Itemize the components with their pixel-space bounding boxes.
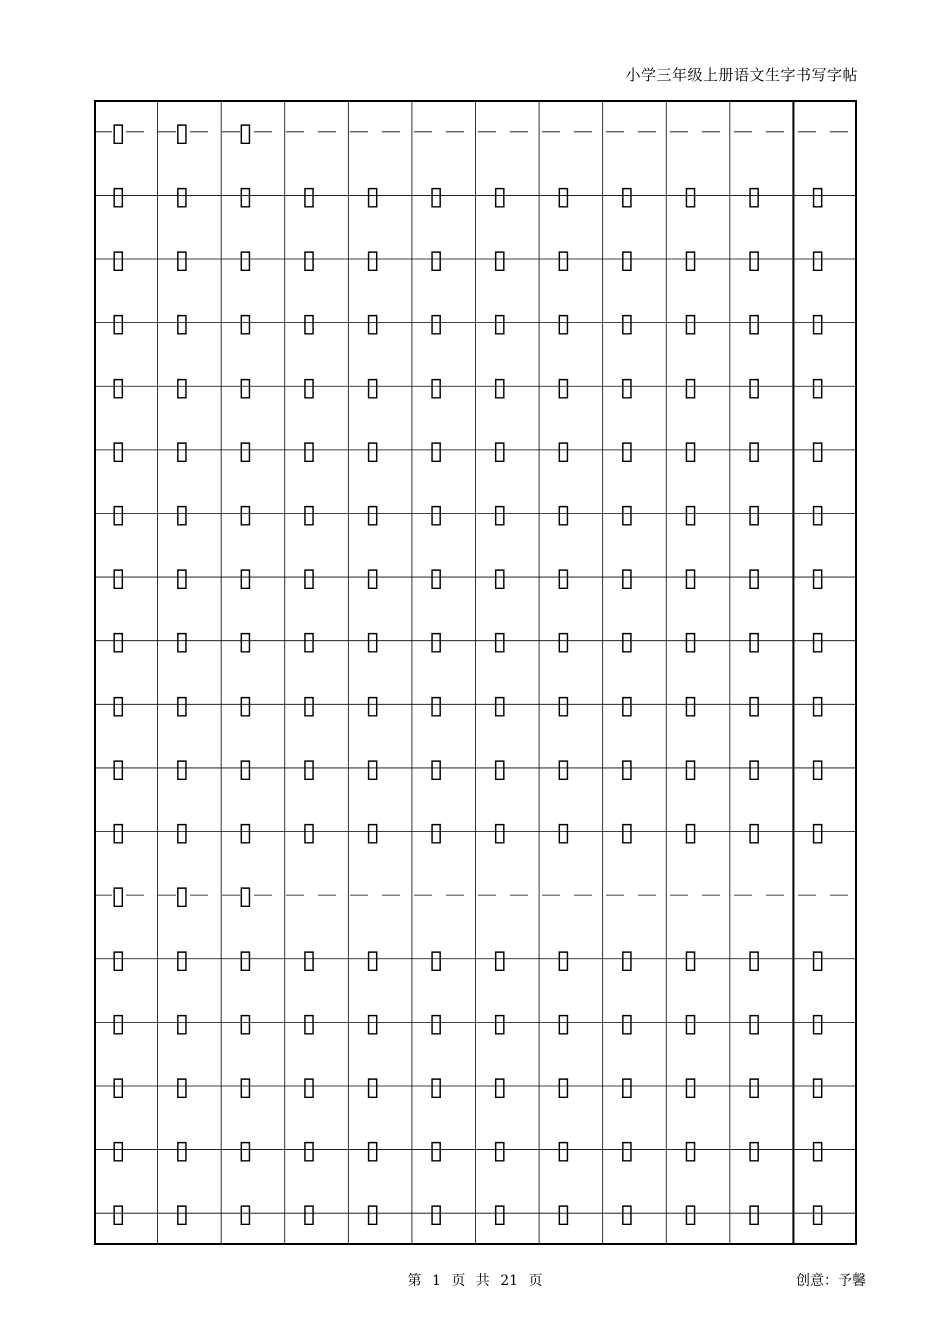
character-placeholder: ▯ (746, 435, 762, 466)
character-placeholder: ▯ (746, 372, 762, 403)
character-placeholder: ▯ (810, 626, 825, 657)
character-placeholder: ▯ (238, 117, 253, 148)
character-placeholder: ▯ (492, 1071, 507, 1102)
character-placeholder: ▯ (238, 245, 253, 276)
character-placeholder: ▯ (428, 1071, 444, 1102)
character-placeholder: ▯ (174, 117, 189, 148)
character-placeholder: ▯ (492, 1008, 507, 1039)
character-placeholder: ▯ (492, 372, 507, 403)
character-placeholder: ▯ (492, 753, 507, 784)
character-placeholder: ▯ (683, 308, 698, 339)
character-placeholder: ▯ (174, 753, 189, 784)
character-placeholder: ▯ (174, 308, 189, 339)
character-placeholder: ▯ (810, 690, 825, 721)
character-placeholder: ▯ (619, 563, 634, 594)
character-placeholder: ▯ (365, 753, 380, 784)
character-placeholder: ▯ (365, 308, 380, 339)
character-placeholder: ▯ (111, 563, 126, 594)
character-placeholder: ▯ (111, 435, 126, 466)
character-placeholder: ▯ (111, 881, 126, 912)
character-placeholder: ▯ (365, 626, 380, 657)
total-pages: 21 (500, 1273, 519, 1289)
character-placeholder: ▯ (111, 1135, 126, 1166)
character-placeholder: ▯ (492, 245, 507, 276)
character-placeholder: ▯ (556, 499, 571, 530)
character-placeholder: ▯ (111, 499, 126, 530)
character-placeholder: ▯ (365, 817, 380, 848)
character-placeholder: ▯ (365, 372, 380, 403)
character-placeholder: ▯ (238, 181, 253, 212)
character-placeholder: ▯ (492, 1135, 507, 1166)
character-placeholder: ▯ (556, 1199, 571, 1230)
character-placeholder: ▯ (111, 245, 126, 276)
character-placeholder: ▯ (556, 944, 571, 975)
character-placeholder: ▯ (365, 245, 380, 276)
character-placeholder: ▯ (556, 753, 571, 784)
character-placeholder: ▯ (556, 435, 571, 466)
character-placeholder: ▯ (428, 435, 444, 466)
character-placeholder: ▯ (810, 1199, 825, 1230)
character-placeholder: ▯ (810, 1135, 825, 1166)
character-placeholder: ▯ (238, 817, 253, 848)
character-placeholder: ▯ (365, 1135, 380, 1166)
character-placeholder: ▯ (492, 181, 507, 212)
character-placeholder: ▯ (556, 181, 571, 212)
character-placeholder: ▯ (301, 1071, 317, 1102)
character-placeholder: ▯ (174, 881, 189, 912)
character-placeholder: ▯ (111, 1199, 126, 1230)
character-placeholder: ▯ (301, 753, 317, 784)
character-placeholder: ▯ (365, 499, 380, 530)
character-placeholder: ▯ (111, 181, 126, 212)
character-placeholder: ▯ (238, 499, 253, 530)
character-placeholder: ▯ (683, 1199, 698, 1230)
writing-grid-svg (94, 100, 857, 1245)
character-placeholder: ▯ (810, 944, 825, 975)
character-placeholder: ▯ (365, 181, 380, 212)
character-placeholder: ▯ (810, 1071, 825, 1102)
character-placeholder: ▯ (238, 308, 253, 339)
character-placeholder: ▯ (619, 499, 634, 530)
character-placeholder: ▯ (810, 563, 825, 594)
character-placeholder: ▯ (810, 372, 825, 403)
character-placeholder: ▯ (746, 690, 762, 721)
character-placeholder: ▯ (111, 308, 126, 339)
character-placeholder: ▯ (238, 372, 253, 403)
character-placeholder: ▯ (174, 817, 189, 848)
character-placeholder: ▯ (238, 1008, 253, 1039)
character-placeholder: ▯ (492, 817, 507, 848)
character-placeholder: ▯ (619, 308, 634, 339)
character-placeholder: ▯ (492, 1199, 507, 1230)
character-placeholder: ▯ (111, 690, 126, 721)
character-placeholder: ▯ (428, 817, 444, 848)
character-placeholder: ▯ (556, 372, 571, 403)
character-placeholder: ▯ (746, 308, 762, 339)
character-placeholder: ▯ (810, 308, 825, 339)
character-placeholder: ▯ (428, 944, 444, 975)
character-placeholder: ▯ (619, 435, 634, 466)
character-placeholder: ▯ (683, 1008, 698, 1039)
character-placeholder: ▯ (619, 1199, 634, 1230)
character-placeholder: ▯ (556, 308, 571, 339)
character-placeholder: ▯ (238, 563, 253, 594)
character-placeholder: ▯ (492, 435, 507, 466)
character-placeholder: ▯ (619, 245, 634, 276)
character-placeholder: ▯ (746, 245, 762, 276)
character-placeholder: ▯ (111, 626, 126, 657)
character-placeholder: ▯ (428, 245, 444, 276)
character-placeholder: ▯ (301, 181, 317, 212)
character-placeholder: ▯ (301, 1008, 317, 1039)
character-placeholder: ▯ (556, 817, 571, 848)
character-placeholder: ▯ (619, 817, 634, 848)
character-placeholder: ▯ (301, 817, 317, 848)
page-number: 1 (431, 1273, 441, 1289)
character-placeholder: ▯ (492, 944, 507, 975)
character-placeholder: ▯ (619, 1008, 634, 1039)
character-placeholder: ▯ (111, 944, 126, 975)
character-placeholder: ▯ (174, 181, 189, 212)
character-placeholder: ▯ (492, 563, 507, 594)
character-placeholder: ▯ (365, 944, 380, 975)
character-placeholder: ▯ (556, 1008, 571, 1039)
character-placeholder: ▯ (492, 626, 507, 657)
character-placeholder: ▯ (301, 690, 317, 721)
character-placeholder: ▯ (428, 181, 444, 212)
character-placeholder: ▯ (238, 1071, 253, 1102)
character-placeholder: ▯ (683, 753, 698, 784)
character-placeholder: ▯ (746, 181, 762, 212)
character-placeholder: ▯ (619, 1071, 634, 1102)
character-placeholder: ▯ (238, 1199, 253, 1230)
character-placeholder: ▯ (428, 626, 444, 657)
character-placeholder: ▯ (111, 753, 126, 784)
character-placeholder: ▯ (428, 1008, 444, 1039)
character-placeholder: ▯ (238, 944, 253, 975)
character-placeholder: ▯ (365, 690, 380, 721)
character-placeholder: ▯ (746, 1135, 762, 1166)
character-placeholder: ▯ (174, 1071, 189, 1102)
character-placeholder: ▯ (301, 944, 317, 975)
character-placeholder: ▯ (810, 435, 825, 466)
character-placeholder: ▯ (238, 881, 253, 912)
character-placeholder: ▯ (174, 944, 189, 975)
character-placeholder: ▯ (174, 690, 189, 721)
credit-label: 创意：予馨 (796, 1273, 866, 1289)
character-placeholder: ▯ (683, 563, 698, 594)
character-placeholder: ▯ (174, 626, 189, 657)
character-placeholder: ▯ (619, 1135, 634, 1166)
character-placeholder: ▯ (111, 1071, 126, 1102)
character-placeholder: ▯ (810, 499, 825, 530)
character-placeholder: ▯ (810, 245, 825, 276)
character-placeholder: ▯ (365, 435, 380, 466)
character-placeholder: ▯ (683, 245, 698, 276)
character-placeholder: ▯ (810, 181, 825, 212)
character-placeholder: ▯ (683, 690, 698, 721)
character-placeholder: ▯ (746, 944, 762, 975)
character-placeholder: ▯ (746, 1199, 762, 1230)
character-placeholder: ▯ (746, 1071, 762, 1102)
character-placeholder: ▯ (174, 435, 189, 466)
character-placeholder: ▯ (492, 499, 507, 530)
character-placeholder: ▯ (174, 499, 189, 530)
character-placeholder: ▯ (683, 499, 698, 530)
character-placeholder: ▯ (238, 690, 253, 721)
character-placeholder: ▯ (556, 563, 571, 594)
character-placeholder: ▯ (683, 1135, 698, 1166)
character-placeholder: ▯ (428, 372, 444, 403)
character-placeholder: ▯ (174, 372, 189, 403)
character-placeholder: ▯ (619, 690, 634, 721)
character-placeholder: ▯ (810, 817, 825, 848)
character-placeholder: ▯ (683, 435, 698, 466)
character-placeholder: ▯ (111, 372, 126, 403)
character-placeholder: ▯ (365, 563, 380, 594)
character-placeholder: ▯ (683, 372, 698, 403)
character-placeholder: ▯ (619, 181, 634, 212)
character-placeholder: ▯ (556, 245, 571, 276)
character-placeholder: ▯ (174, 245, 189, 276)
character-placeholder: ▯ (556, 690, 571, 721)
character-placeholder: ▯ (301, 1135, 317, 1166)
character-placeholder: ▯ (365, 1008, 380, 1039)
character-placeholder: ▯ (301, 1199, 317, 1230)
character-placeholder: ▯ (111, 1008, 126, 1039)
character-placeholder: ▯ (301, 308, 317, 339)
character-placeholder: ▯ (174, 1008, 189, 1039)
character-placeholder: ▯ (492, 308, 507, 339)
character-placeholder: ▯ (174, 1199, 189, 1230)
character-placeholder: ▯ (428, 563, 444, 594)
character-placeholder: ▯ (746, 563, 762, 594)
character-placeholder: ▯ (174, 563, 189, 594)
character-placeholder: ▯ (365, 1199, 380, 1230)
character-placeholder: ▯ (428, 499, 444, 530)
page-unit: 页 (451, 1273, 466, 1289)
character-placeholder: ▯ (238, 435, 253, 466)
character-placeholder: ▯ (619, 944, 634, 975)
character-placeholder: ▯ (746, 753, 762, 784)
page-prefix: 第 (407, 1273, 422, 1289)
character-placeholder: ▯ (428, 308, 444, 339)
character-placeholder: ▯ (556, 626, 571, 657)
character-placeholder: ▯ (746, 626, 762, 657)
character-placeholder: ▯ (556, 1071, 571, 1102)
character-placeholder: ▯ (365, 1071, 380, 1102)
total-prefix: 共 (475, 1273, 490, 1289)
total-unit: 页 (528, 1273, 543, 1289)
character-placeholder: ▯ (428, 1199, 444, 1230)
character-placeholder: ▯ (683, 1071, 698, 1102)
character-placeholder: ▯ (301, 563, 317, 594)
character-placeholder: ▯ (810, 753, 825, 784)
character-placeholder: ▯ (428, 753, 444, 784)
character-placeholder: ▯ (492, 690, 507, 721)
character-placeholder: ▯ (428, 1135, 444, 1166)
character-placeholder: ▯ (301, 499, 317, 530)
character-placeholder: ▯ (810, 1008, 825, 1039)
character-placeholder: ▯ (111, 817, 126, 848)
character-placeholder: ▯ (683, 181, 698, 212)
character-placeholder: ▯ (619, 753, 634, 784)
character-placeholder: ▯ (619, 372, 634, 403)
character-placeholder: ▯ (428, 690, 444, 721)
character-placeholder: ▯ (238, 753, 253, 784)
character-placeholder: ▯ (174, 1135, 189, 1166)
character-placeholder: ▯ (556, 1135, 571, 1166)
character-placeholder: ▯ (683, 817, 698, 848)
character-placeholder: ▯ (301, 372, 317, 403)
page-header-title: 小学三年级上册语文生字书写字帖 (625, 66, 858, 84)
character-placeholder: ▯ (683, 626, 698, 657)
handwriting-grid (94, 100, 857, 1245)
character-placeholder: ▯ (746, 817, 762, 848)
character-placeholder: ▯ (746, 1008, 762, 1039)
character-placeholder: ▯ (111, 117, 126, 148)
character-placeholder: ▯ (301, 435, 317, 466)
character-placeholder: ▯ (301, 626, 317, 657)
character-placeholder: ▯ (301, 245, 317, 276)
character-placeholder: ▯ (238, 626, 253, 657)
character-placeholder: ▯ (683, 944, 698, 975)
character-placeholder: ▯ (746, 499, 762, 530)
character-placeholder: ▯ (238, 1135, 253, 1166)
character-placeholder: ▯ (619, 626, 634, 657)
